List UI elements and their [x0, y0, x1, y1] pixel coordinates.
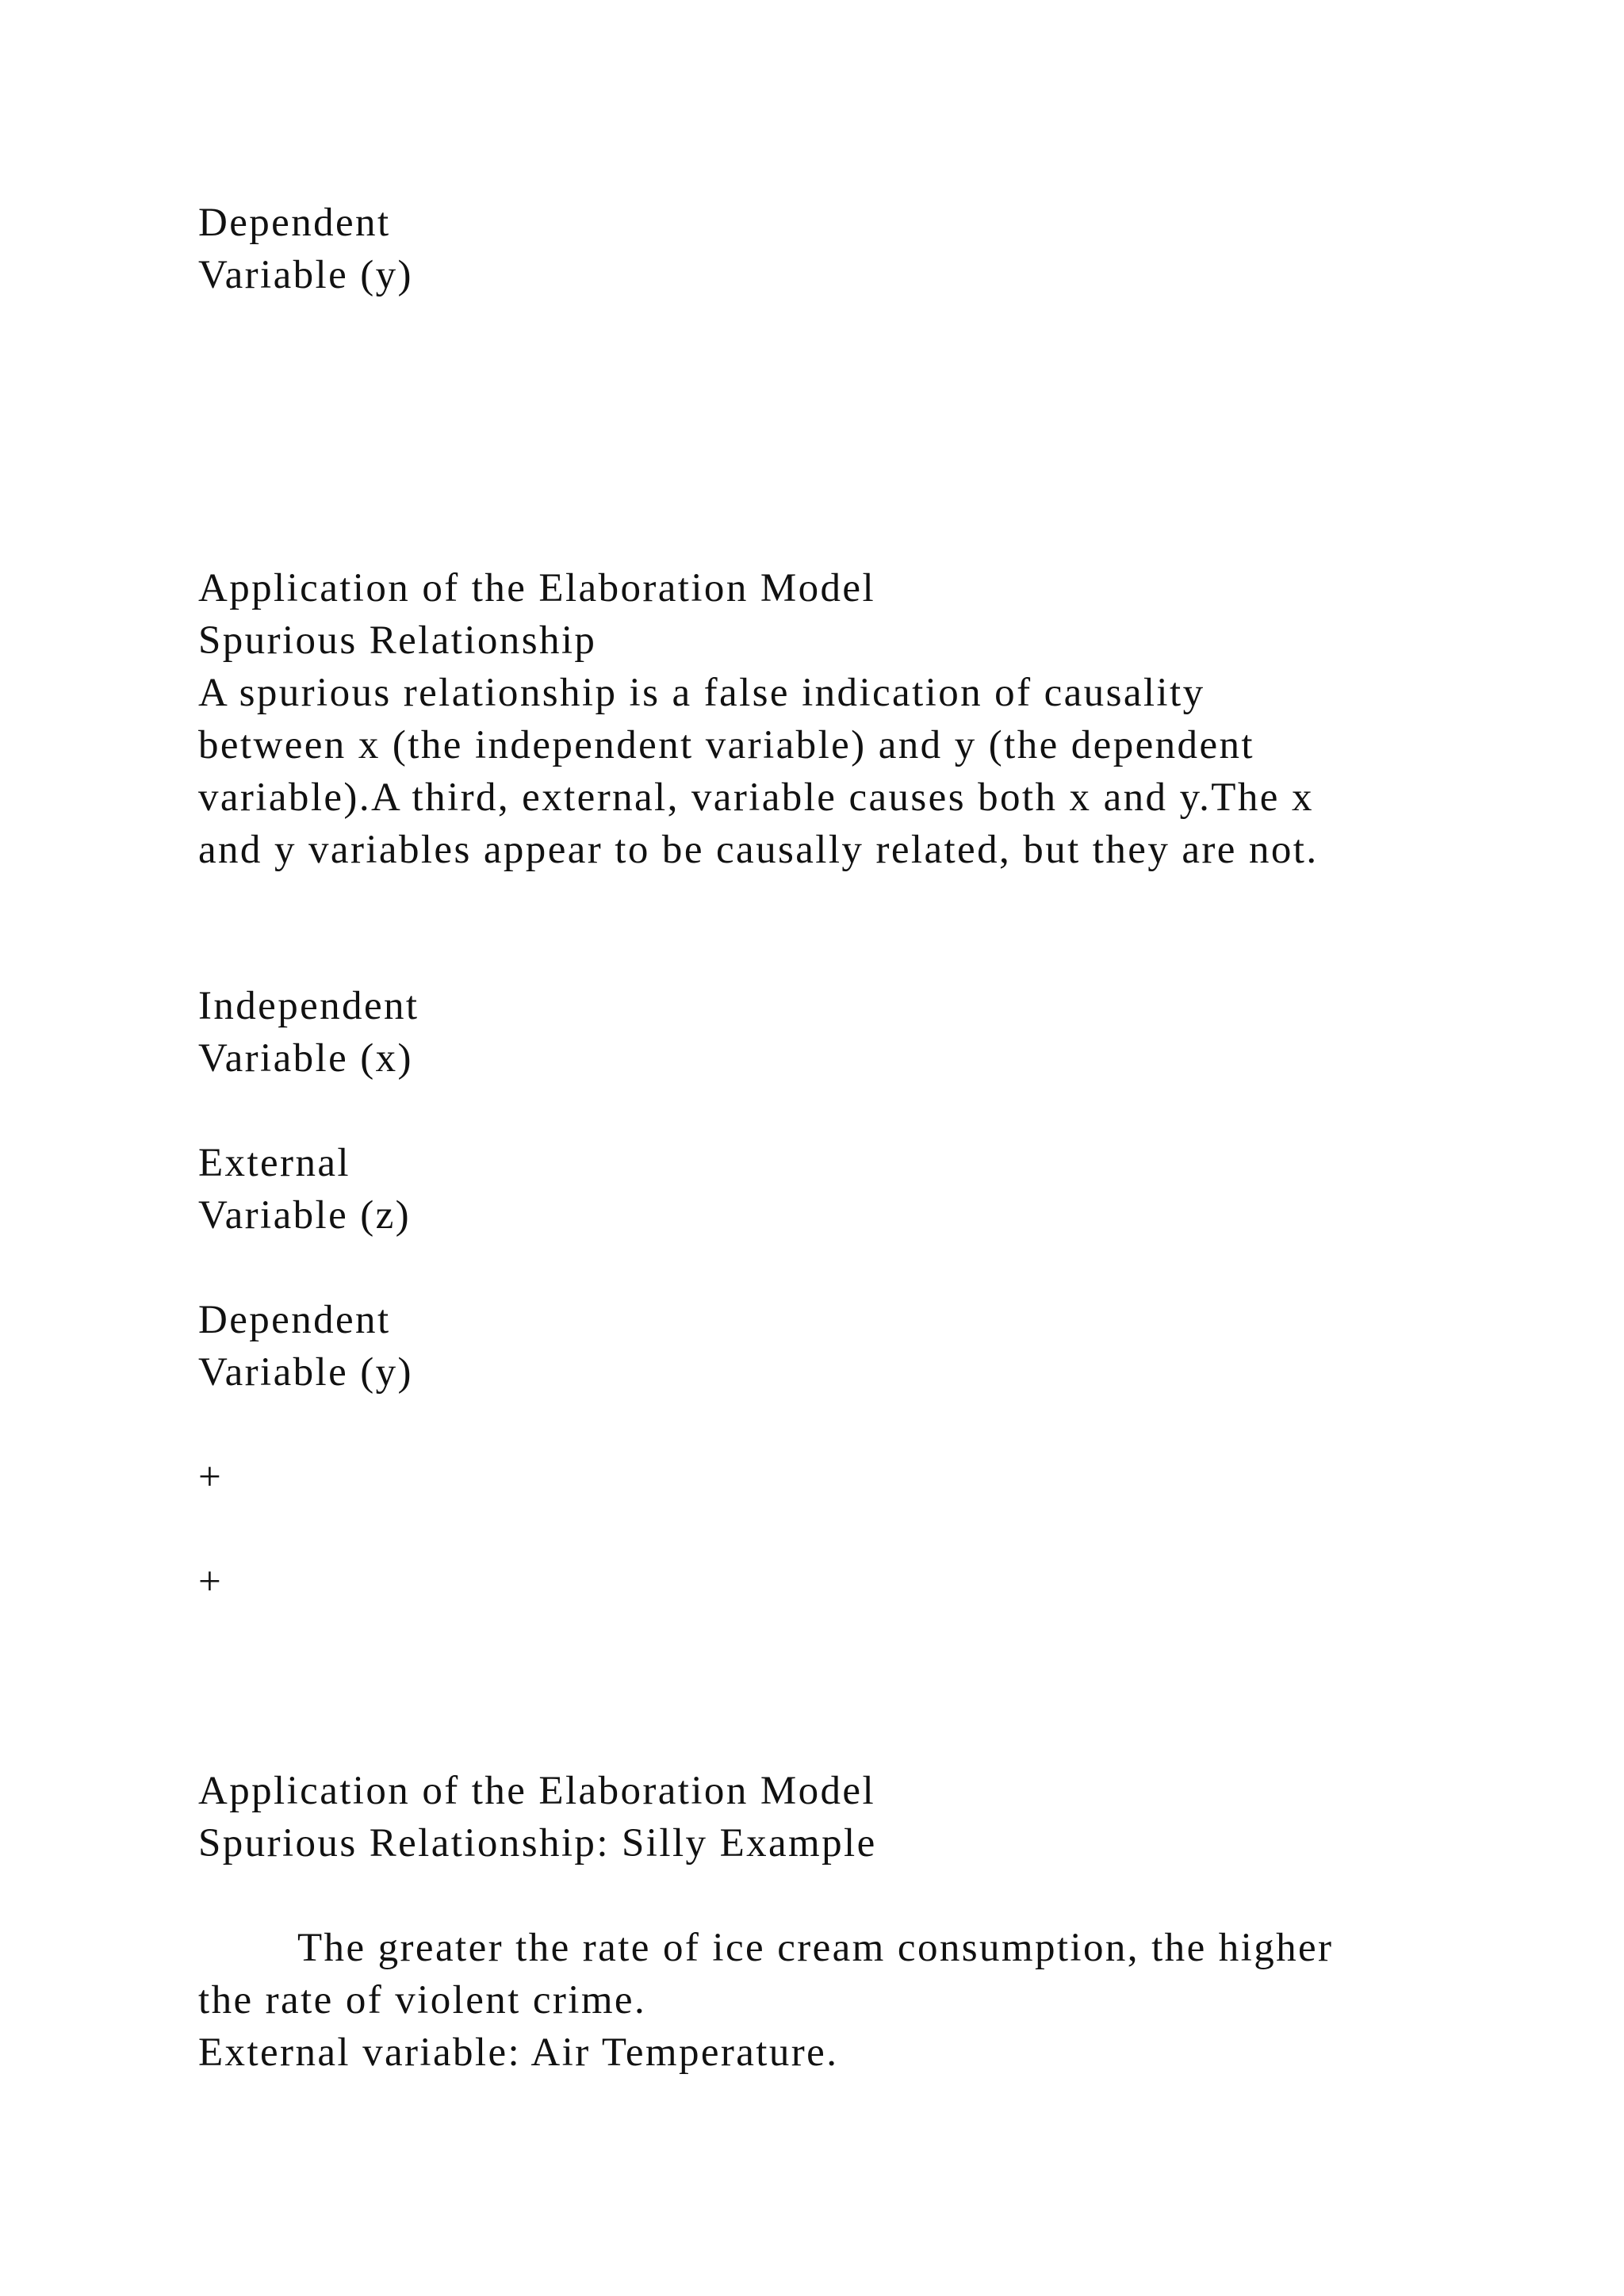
section-heading: Application of the Elaboration Model [198, 566, 876, 610]
body-text-line: variable).A third, external, variable causes both x and y.The x [198, 775, 1314, 820]
plus-sign: + [198, 1455, 224, 1499]
independent-variable-label: Independent [198, 984, 419, 1028]
body-text-line: between x (the independent variable) and y (the dependent [198, 723, 1254, 767]
dependent-variable-label: Dependent [198, 201, 391, 245]
dependent-variable-label: Variable (y) [198, 1350, 413, 1395]
external-variable-label: External [198, 1141, 350, 1185]
body-text-line: the rate of violent crime. [198, 1978, 647, 2022]
body-text-line: A spurious relationship is a false indication of causality [198, 671, 1205, 715]
section-subheading: Spurious Relationship: Silly Example [198, 1821, 877, 1866]
dependent-variable-label: Variable (y) [198, 253, 413, 297]
body-text-line: External variable: Air Temperature. [198, 2030, 839, 2075]
section-heading: Application of the Elaboration Model [198, 1769, 876, 1813]
external-variable-label: Variable (z) [198, 1193, 412, 1238]
body-text-line: The greater the rate of ice cream consumption, the higher [297, 1926, 1334, 1970]
independent-variable-label: Variable (x) [198, 1036, 413, 1081]
body-text-line: and y variables appear to be causally related, but they are not. [198, 828, 1319, 872]
plus-sign: + [198, 1559, 224, 1604]
section-subheading: Spurious Relationship [198, 618, 597, 663]
dependent-variable-label: Dependent [198, 1298, 391, 1342]
